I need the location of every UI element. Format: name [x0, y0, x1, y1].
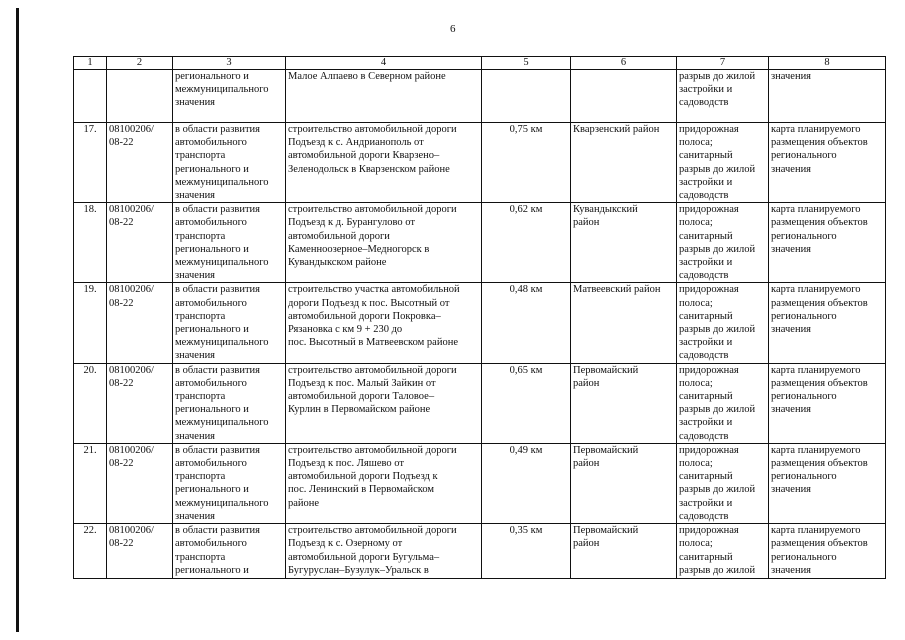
cell-area: в области развития автомобильного транспорта регионального и	[173, 524, 286, 579]
header-cell: 4	[286, 57, 482, 70]
cell-description: строительство автомобильной дороги Подъезд к пос. Малый Зайкин от автомобильной дороги Таловое– Курлин в Первомайском районе	[286, 363, 482, 443]
cell-code: 08100206/ 08-22	[107, 443, 173, 523]
header-cell: 8	[769, 57, 886, 70]
cell-map: карта планируемого размещения объектов регионального значения	[769, 283, 886, 363]
cell-district: Кувандыкский район	[571, 203, 677, 283]
cell-length: 0,35 км	[482, 524, 571, 579]
cell-number: 20.	[74, 363, 107, 443]
cell-area: в области развития автомобильного транспорта регионального и межмуниципального значения	[173, 283, 286, 363]
cell-description: строительство участка автомобильной дороги Подъезд к пос. Высотный от автомобильной дороги Покровка– Рязановка с км 9 + 230 до пос. Высотный в Матвеевском районе	[286, 283, 482, 363]
cell-code	[107, 70, 173, 123]
cell-code: 08100206/ 08-22	[107, 524, 173, 579]
cell-number: 17.	[74, 123, 107, 203]
cell-map: карта планируемого размещения объектов регионального значения	[769, 443, 886, 523]
cell-area: в области развития автомобильного транспорта регионального и межмуниципального значения	[173, 123, 286, 203]
header-cell: 2	[107, 57, 173, 70]
cell-area: регионального и межмуниципального значения	[173, 70, 286, 123]
cell-number	[74, 70, 107, 123]
table-header-row	[74, 57, 886, 70]
table-row	[74, 123, 886, 203]
header-cell: 7	[677, 57, 769, 70]
cell-zone: придорожная полоса; санитарный разрыв до жилой застройки и садоводств	[677, 443, 769, 523]
cell-description: Малое Алпаево в Северном районе	[286, 70, 482, 123]
cell-area: в области развития автомобильного транспорта регионального и межмуниципального значения	[173, 443, 286, 523]
header-cell: 1	[74, 57, 107, 70]
cell-code: 08100206/ 08-22	[107, 283, 173, 363]
cell-code: 08100206/ 08-22	[107, 123, 173, 203]
cell-zone: придорожная полоса; санитарный разрыв до жилой застройки и садоводств	[677, 203, 769, 283]
cell-length: 0,49 км	[482, 443, 571, 523]
cell-area: в области развития автомобильного транспорта регионального и межмуниципального значения	[173, 363, 286, 443]
cell-zone: придорожная полоса; санитарный разрыв до жилой застройки и садоводств	[677, 123, 769, 203]
header-cell: 5	[482, 57, 571, 70]
cell-number: 19.	[74, 283, 107, 363]
cell-description: строительство автомобильной дороги Подъезд к с. Озерному от автомобильной дороги Бугульма– Бугуруслан–Бузулук–Уральск в	[286, 524, 482, 579]
cell-zone: придорожная полоса; санитарный разрыв до жилой застройки и садоводств	[677, 283, 769, 363]
cell-district: Первомайский район	[571, 524, 677, 579]
table-row	[74, 203, 886, 283]
cell-length: 0,65 км	[482, 363, 571, 443]
cell-map: значения	[769, 70, 886, 123]
cell-length: 0,48 км	[482, 283, 571, 363]
table-row	[74, 443, 886, 523]
cell-district: Первомайский район	[571, 363, 677, 443]
header-cell: 6	[571, 57, 677, 70]
objects-table	[73, 56, 886, 579]
header-cell: 3	[173, 57, 286, 70]
cell-district: Первомайский район	[571, 443, 677, 523]
cell-code: 08100206/ 08-22	[107, 203, 173, 283]
table-row	[74, 283, 886, 363]
table-row-continuation	[74, 70, 886, 123]
cell-map: карта планируемого размещения объектов регионального значения	[769, 123, 886, 203]
cell-map: карта планируемого размещения объектов регионального значения	[769, 363, 886, 443]
cell-description: строительство автомобильной дороги Подъезд к пос. Ляшево от автомобильной дороги Подъезд к пос. Ленинский в Первомайском районе	[286, 443, 482, 523]
table-row	[74, 363, 886, 443]
cell-map: карта планируемого размещения объектов регионального значения	[769, 524, 886, 579]
cell-length	[482, 70, 571, 123]
cell-number: 22.	[74, 524, 107, 579]
cell-number: 18.	[74, 203, 107, 283]
cell-length: 0,75 км	[482, 123, 571, 203]
cell-zone: разрыв до жилой застройки и садоводств	[677, 70, 769, 123]
page-number: 6	[450, 23, 456, 35]
cell-map: карта планируемого размещения объектов регионального значения	[769, 203, 886, 283]
table-row	[74, 524, 886, 579]
cell-district	[571, 70, 677, 123]
cell-code: 08100206/ 08-22	[107, 363, 173, 443]
cell-description: строительство автомобильной дороги Подъезд к д. Бурангулово от автомобильной дороги Каменноозерное–Медногорск в Кувандыкском районе	[286, 203, 482, 283]
cell-number: 21.	[74, 443, 107, 523]
cell-district: Кварзенский район	[571, 123, 677, 203]
cell-district: Матвеевский район	[571, 283, 677, 363]
cell-zone: придорожная полоса; санитарный разрыв до жилой	[677, 524, 769, 579]
cell-description: строительство автомобильной дороги Подъезд к с. Андрианополь от автомобильной дороги Кварзено– Зеленодольск в Кварзенском районе	[286, 123, 482, 203]
cell-length: 0,62 км	[482, 203, 571, 283]
cell-zone: придорожная полоса; санитарный разрыв до жилой застройки и садоводств	[677, 363, 769, 443]
cell-area: в области развития автомобильного транспорта регионального и межмуниципального значения	[173, 203, 286, 283]
scan-edge-bar	[16, 8, 19, 632]
